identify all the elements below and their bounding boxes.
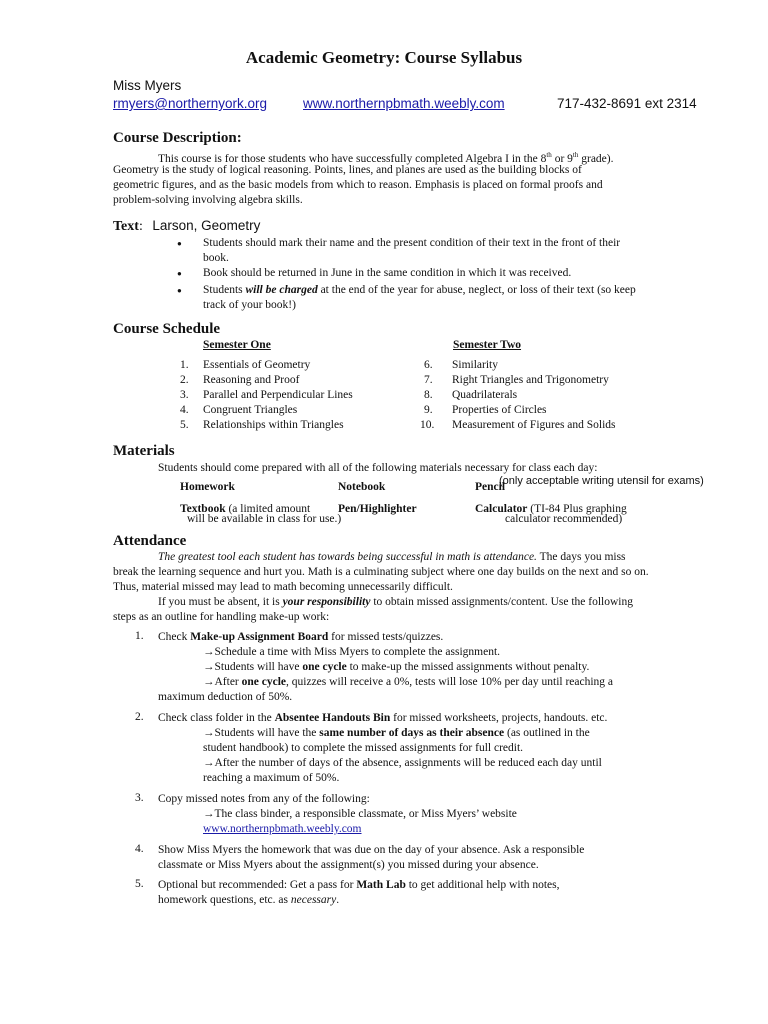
step-3-sources: →The class binder, a responsible classmate, or Miss Myers’ website xyxy=(203,808,517,820)
course-schedule-heading: Course Schedule xyxy=(113,321,221,337)
text-bullet-charged: ● Students will be charged at the end of the year for abuse, neglect, or loss of their text (so keep track of your book!) xyxy=(203,283,653,313)
unit-name: Right Triangles and Trigonometry xyxy=(452,374,609,386)
material-textbook: Textbook (a limited amount xyxy=(180,503,311,515)
unit-name: Essentials of Geometry xyxy=(203,359,311,371)
step-number: 5. xyxy=(135,878,144,890)
pencil-note: (only acceptable writing utensil for exams) xyxy=(499,475,704,487)
unit-name: Parallel and Perpendicular Lines xyxy=(203,389,353,401)
unit-number: 8. xyxy=(424,389,433,401)
unit-number: 5. xyxy=(180,419,189,431)
description-line-4: problem-solving involving algebra skills. xyxy=(113,194,303,206)
teacher-phone: 717-432-8691 ext 2314 xyxy=(557,96,697,111)
step-1-max-deduction: maximum deduction of 50%. xyxy=(158,691,293,703)
unit-number: 2. xyxy=(180,374,189,386)
step-1-after-cycle: →After one cycle, quizzes will receive a 0%, tests will lose 10% per day until reaching a xyxy=(203,676,614,688)
unit-number: 3. xyxy=(180,389,189,401)
unit-number: 6. xyxy=(424,359,433,371)
attendance-heading: Attendance xyxy=(113,533,187,549)
step-2-reduced: →After the number of days of the absence, assignments will be reduced each day until xyxy=(203,757,602,769)
unit-number: 4. xyxy=(180,404,189,416)
step-1-text: Check Make-up Assignment Board for missed tests/quizzes. xyxy=(158,631,444,643)
step-number: 2. xyxy=(135,711,144,723)
step-3-website-link[interactable]: www.northernpbmath.weebly.com xyxy=(203,823,362,835)
step-4-line-1: Show Miss Myers the homework that was due on the day of your absence. Ask a responsible xyxy=(158,844,585,856)
text-bullet-return-june: ● Book should be returned in June in the same condition in which it was received. xyxy=(203,266,643,281)
description-line-1: This course is for those students who have successfully completed Algebra I in the 8th or 9th grade). xyxy=(158,151,614,165)
teacher-website-link[interactable]: www.northernpbmath.weebly.com xyxy=(303,96,505,111)
step-number: 4. xyxy=(135,843,144,855)
attendance-paragraph-1: The greatest tool each student has towards being successful in math is attendance. The days you miss break the learning sequence and hurt you. Math is a culminating subject where one day builds on the next and so on. Thus, material missed may lead to math becoming unnecessarily difficult. xyxy=(113,551,649,593)
description-line-2: Geometry is the study of logical reasoning. Points, lines, and planes are used as the building blocks of xyxy=(113,164,582,176)
step-number: 1. xyxy=(135,630,144,642)
teacher-email-link[interactable]: rmyers@northernyork.org xyxy=(113,96,267,111)
material-homework: Homework xyxy=(180,481,235,493)
unit-number: 10. xyxy=(420,419,435,431)
description-line-3: geometric figures, and as the basic models from which to reason. Emphasis is placed on formal proofs and xyxy=(113,179,603,191)
materials-intro: Students should come prepared with all of the following materials necessary for class each day: xyxy=(158,462,598,474)
unit-name: Similarity xyxy=(452,359,498,371)
step-2-handbook: student handbook) to complete the missed assignments for full credit. xyxy=(203,742,524,754)
material-pencil: Pencil xyxy=(475,481,506,493)
unit-name: Relationships within Triangles xyxy=(203,419,344,431)
semester-two-heading: Semester Two xyxy=(453,339,522,351)
unit-number: 7. xyxy=(424,374,433,386)
attendance-paragraph-2: If you must be absent, it is your responsibility to obtain missed assignments/content. Use the following steps as an outline for handling make-up work: xyxy=(113,596,633,623)
step-3-text: Copy missed notes from any of the following: xyxy=(158,793,370,805)
unit-name: Quadrilaterals xyxy=(452,389,518,401)
material-calculator: Calculator (TI-84 Plus graphing xyxy=(475,503,627,515)
unit-name: Congruent Triangles xyxy=(203,404,298,416)
unit-name: Properties of Circles xyxy=(452,404,547,416)
step-5-line-1: Optional but recommended: Get a pass for Math Lab to get additional help with notes, xyxy=(158,879,560,891)
materials-heading: Materials xyxy=(113,443,175,459)
semester-one-heading: Semester One xyxy=(203,339,271,351)
text-bullet-mark-name: ● Students should mark their name and the present condition of their text in the front of their book. xyxy=(203,236,643,266)
step-number: 3. xyxy=(135,792,144,804)
text-section-heading: Text: Larson, Geometry xyxy=(113,218,261,234)
unit-number: 9. xyxy=(424,404,433,416)
step-1-schedule: →Schedule a time with Miss Myers to complete the assignment. xyxy=(203,646,501,658)
calculator-note: calculator recommended) xyxy=(505,513,623,525)
unit-number: 1. xyxy=(180,359,189,371)
step-5-line-2: homework questions, etc. as necessary. xyxy=(158,894,340,906)
material-pen-highlighter: Pen/Highlighter xyxy=(338,503,417,515)
textbook-note: will be available in class for use.) xyxy=(187,513,342,525)
unit-name: Measurement of Figures and Solids xyxy=(452,419,616,431)
course-description-heading: Course Description: xyxy=(113,130,242,146)
step-2-same-days: →Students will have the same number of days as their absence (as outlined in the xyxy=(203,727,590,739)
step-2-text: Check class folder in the Absentee Handouts Bin for missed worksheets, projects, handouts. etc. xyxy=(158,712,608,724)
step-4-line-2: classmate or Miss Myers about the assignment(s) you missed during your absence. xyxy=(158,859,539,871)
step-2-maximum: reaching a maximum of 50%. xyxy=(203,772,340,784)
document-title: Academic Geometry: Course Syllabus xyxy=(245,48,523,67)
material-notebook: Notebook xyxy=(338,481,386,493)
unit-name: Reasoning and Proof xyxy=(203,374,300,386)
teacher-name: Miss Myers xyxy=(113,78,182,93)
step-1-one-cycle: →Students will have one cycle to make-up the missed assignments without penalty. xyxy=(203,661,590,673)
